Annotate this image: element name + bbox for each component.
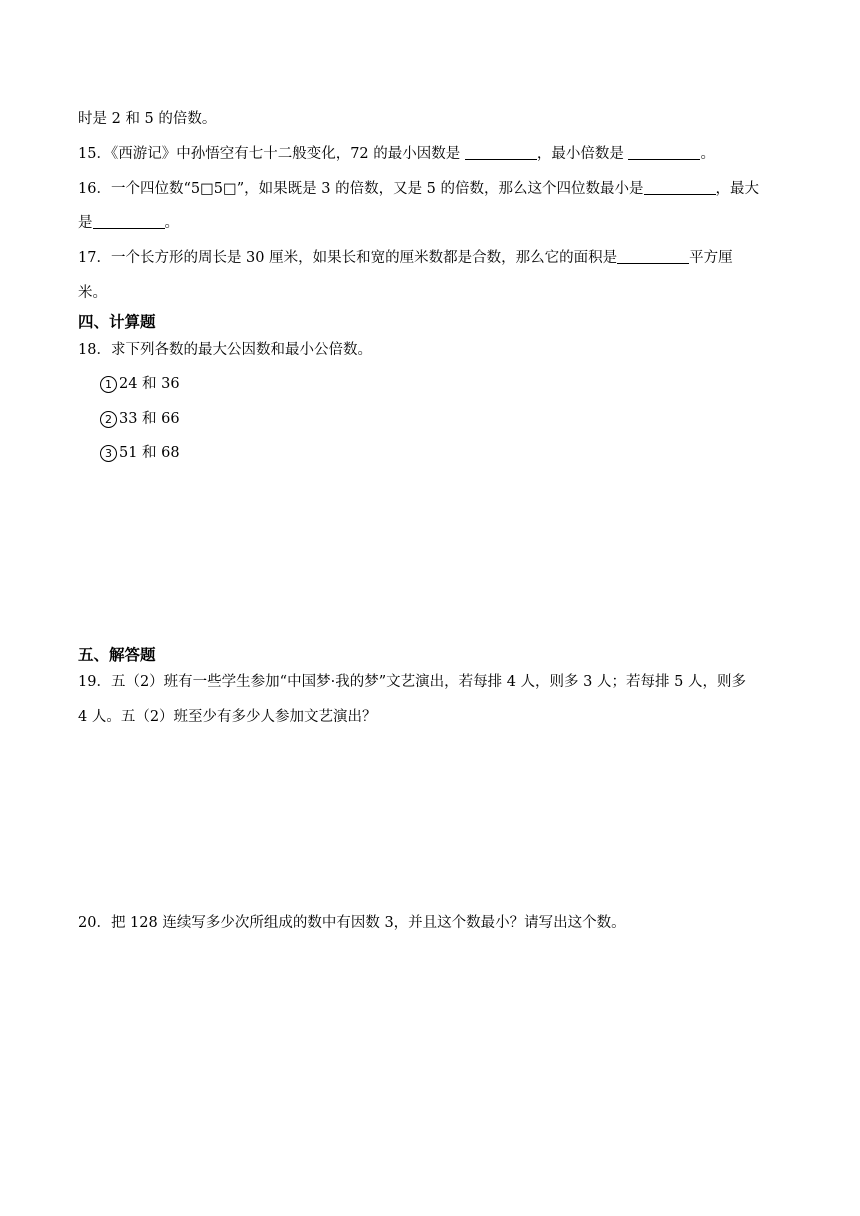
answer-blank[interactable] (617, 249, 689, 264)
question-number: 20． (78, 915, 111, 931)
question-17: 17．一个长方形的周长是 30 厘米，如果长和宽的厘米数都是合数，那么它的面积是 平方厘 (78, 250, 733, 266)
question-17-line2: 米。 (78, 285, 107, 301)
question-number: 17． (78, 250, 111, 266)
section-heading: 四、计算题 (78, 313, 156, 331)
answer-blank[interactable] (93, 214, 165, 229)
answer-blank[interactable] (465, 145, 537, 160)
section-heading: 五、解答题 (78, 646, 156, 664)
question-19: 19．五（2）班有一些学生参加“中国梦·我的梦”文艺演出，若每排 4 人，则多 3 人；若每排 5 人，则多 (78, 674, 746, 690)
answer-blank[interactable] (628, 145, 700, 160)
list-item: 1 24 和 36 (100, 374, 180, 394)
question-number: 16． (78, 181, 111, 197)
circled-number-icon: 3 (100, 445, 117, 462)
question-16: 16．一个四位数“5□5□”，如果既是 3 的倍数，又是 5 的倍数，那么这个四位数最小是 ，最大 (78, 181, 760, 197)
question-16-line2: 是 。 (78, 215, 179, 231)
question-20: 20．把 128 连续写多少次所组成的数中有因数 3，并且这个数最小？请写出这个数。 (78, 915, 626, 931)
list-item: 3 51 和 68 (100, 443, 180, 463)
circled-number-icon: 1 (100, 376, 117, 393)
list-item: 2 33 和 66 (100, 409, 180, 429)
question-number: 19． (78, 674, 111, 690)
question-19-line2: 4 人。五（2）班至少有多少人参加文艺演出？ (78, 709, 377, 725)
answer-blank[interactable] (644, 180, 716, 195)
question-number: 15． (78, 146, 111, 162)
circled-number-icon: 2 (100, 411, 117, 428)
question-18: 18．求下列各数的最大公因数和最小公倍数。 (78, 342, 372, 358)
question-number: 18． (78, 342, 111, 358)
q14-tail: 时是 2 和 5 的倍数。 (78, 111, 217, 127)
question-15: 15．《西游记》中孙悟空有七十二般变化，72 的最小因数是 ，最小倍数是 。 (78, 146, 715, 162)
